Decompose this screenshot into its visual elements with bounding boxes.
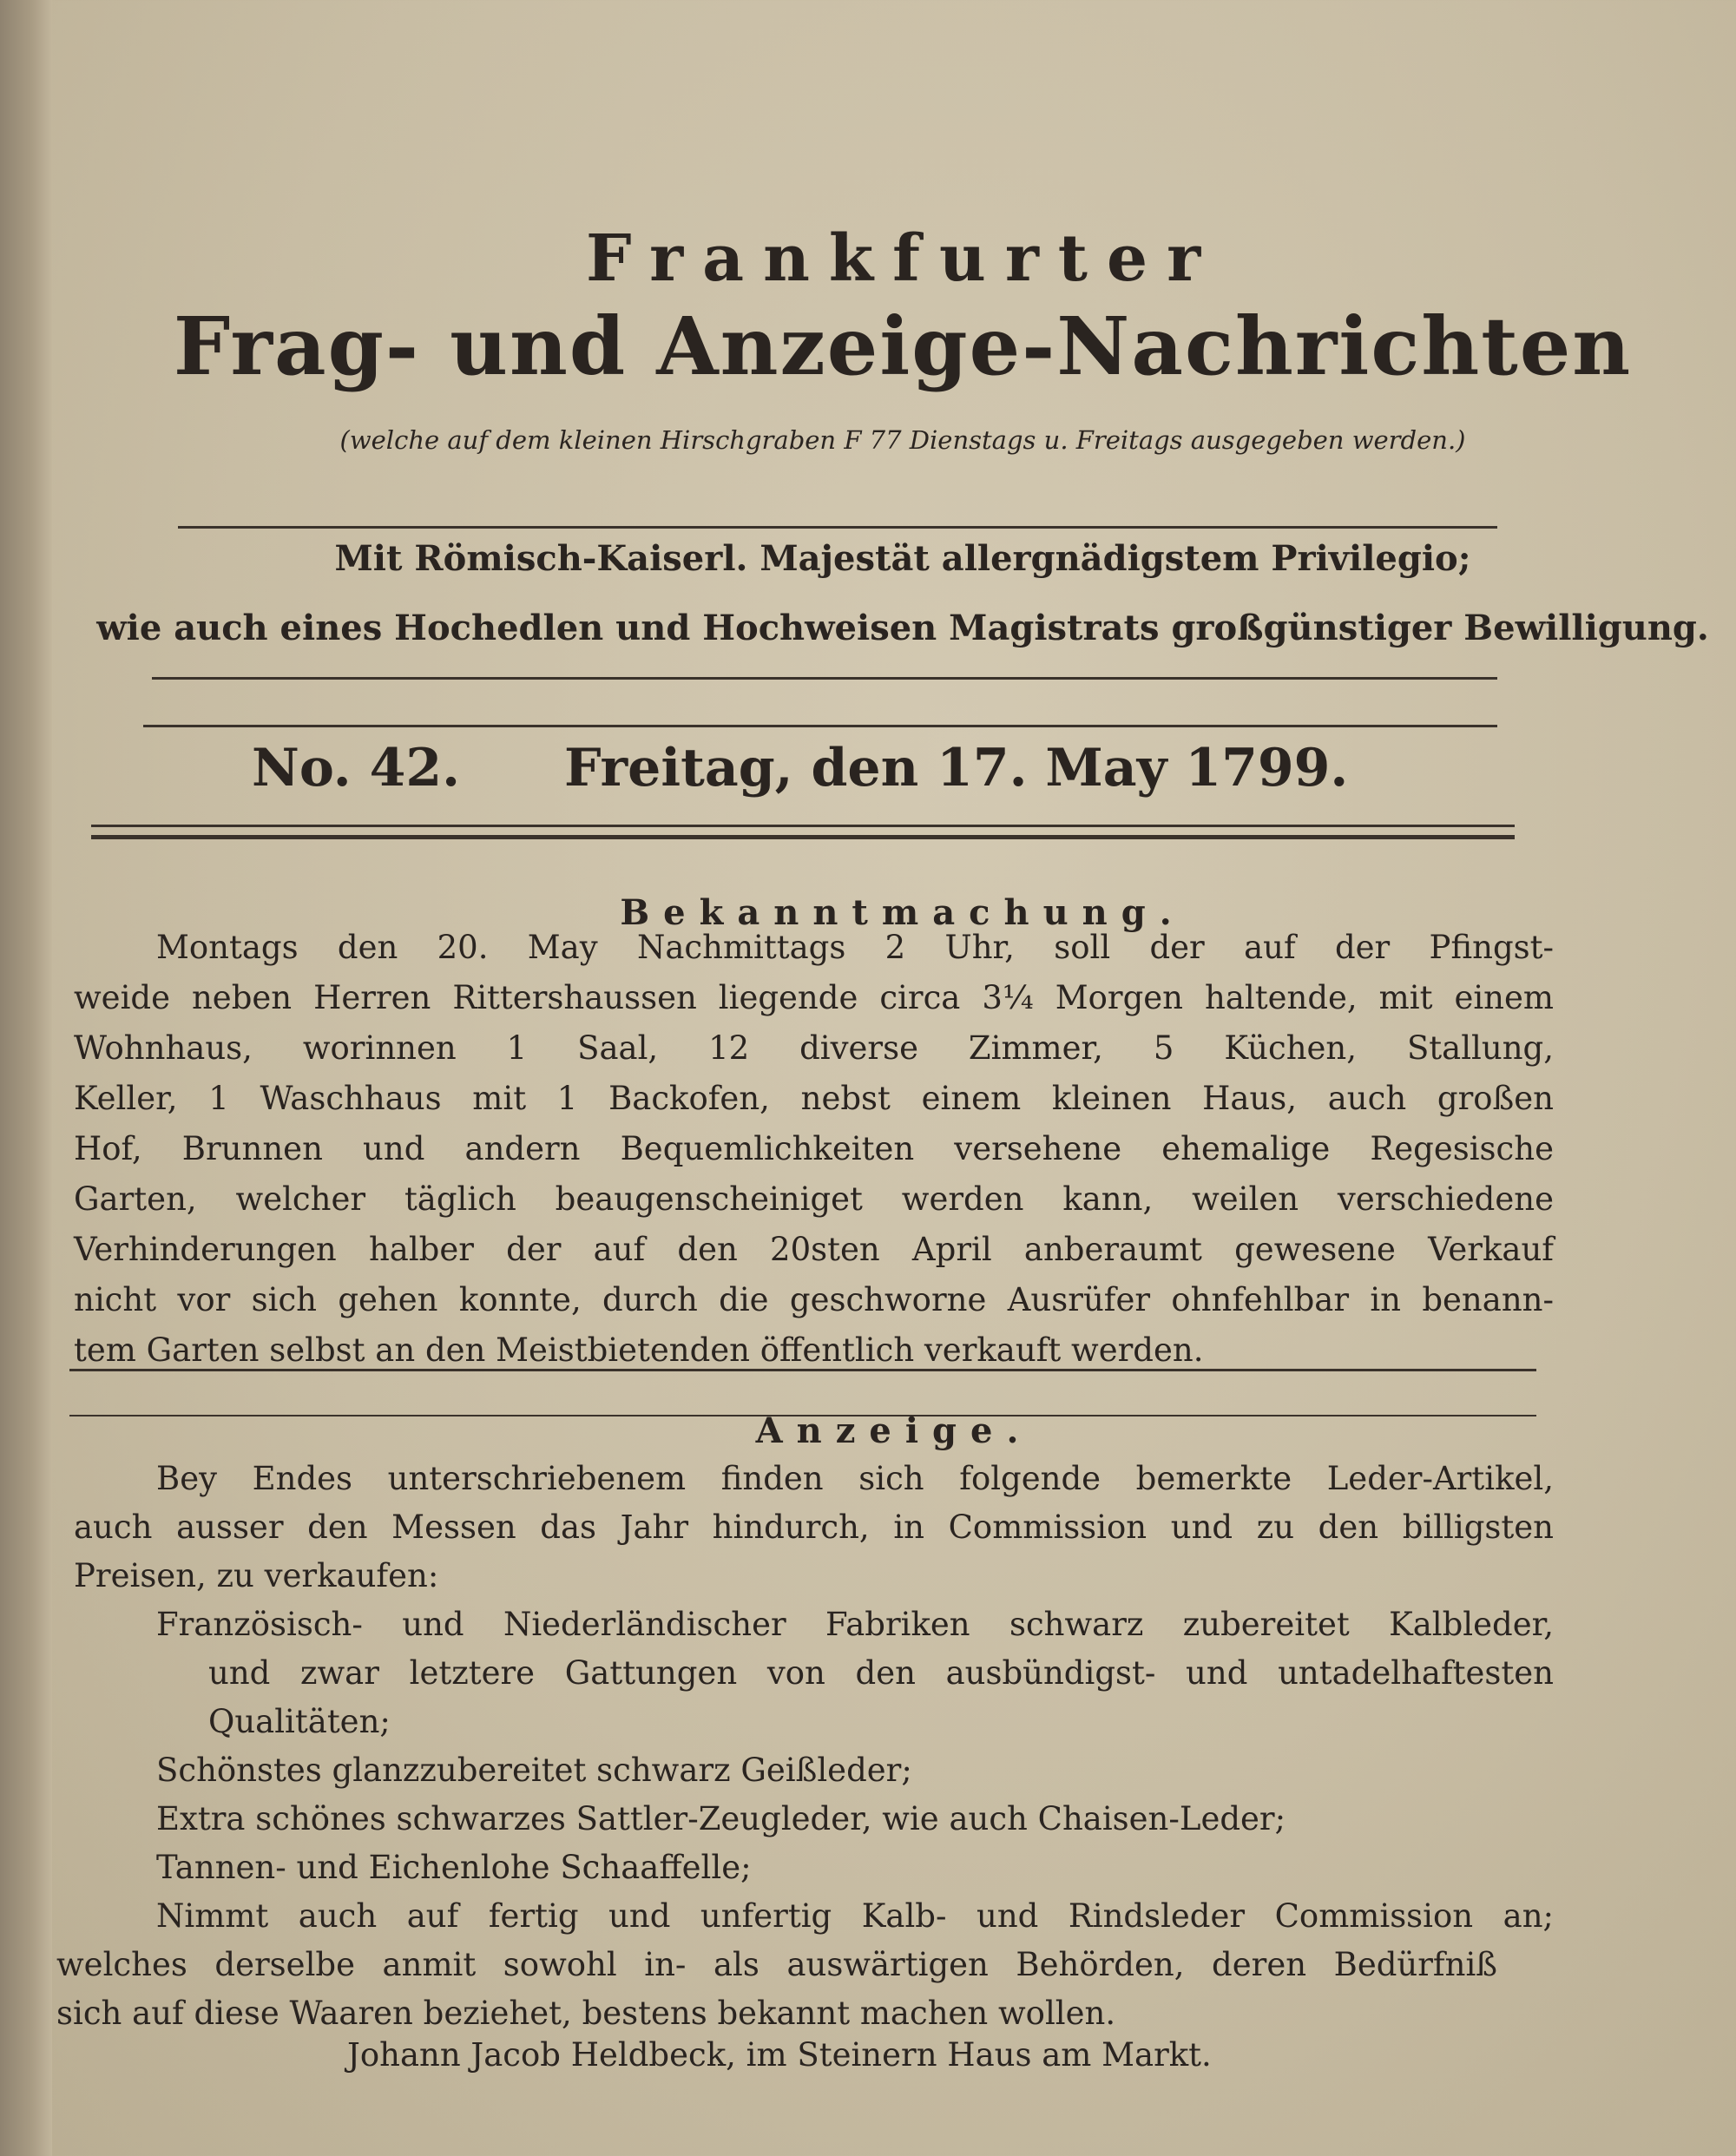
text-line: Hof, Brunnen und andern Bequemlichkeiten versehene ehemalige Regesische: [74, 1130, 1554, 1167]
text-line: Garten, welcher täglich beaugenscheiniget werden kann, weilen verschiedene: [74, 1180, 1554, 1218]
text-line: tem Garten selbst an den Meistbietenden öffentlich verkauft werden.: [74, 1331, 1204, 1369]
text-line: Preisen, zu verkaufen:: [74, 1557, 439, 1594]
masthead-title-line1: Frankfurter: [585, 221, 1220, 296]
text-line: weide neben Herren Rittershaussen liegende circa 3¼ Morgen haltende, mit einem: [74, 979, 1554, 1016]
privilege-line-2: wie auch eines Hochedlen und Hochweisen Magistrats großgünstiger Bewilligung.: [96, 608, 1709, 648]
privilege-line-1: Mit Römisch-Kaiserl. Majestät allergnädigstem Privilegio;: [334, 538, 1471, 579]
text-line: Französisch- und Niederländischer Fabriken schwarz zubereitet Kalbleder,: [156, 1606, 1554, 1643]
text-line: nicht vor sich gehen konnte, durch die geschworne Ausrüfer ohnfehlbar in benann-: [74, 1281, 1554, 1318]
divider: [178, 526, 1497, 529]
text-line: Verhinderungen halber der auf den 20sten April anberaumt gewesene Verkauf: [74, 1231, 1554, 1268]
divider: [91, 835, 1515, 839]
text-line: welches derselbe anmit sowohl in- als auswärtigen Behörden, deren Bedürfniß: [56, 1946, 1497, 1983]
divider: [69, 1369, 1536, 1371]
text-line: Montags den 20. May Nachmittags 2 Uhr, soll der auf der Pfingst-: [156, 929, 1554, 966]
text-line: sich auf diese Waaren beziehet, bestens bekannt machen wollen.: [56, 1995, 1116, 2032]
text-line: Qualitäten;: [208, 1703, 391, 1740]
text-line: Wohnhaus, worinnen 1 Saal, 12 diverse Zimmer, 5 Küchen, Stallung,: [74, 1029, 1554, 1067]
bekanntmachung-heading: Bekanntmachung.: [620, 892, 1186, 933]
text-line: und zwar letztere Gattungen von den ausbündigst- und untadelhaftesten: [208, 1654, 1554, 1692]
divider: [91, 825, 1515, 827]
text-line: Nimmt auch auf fertig und unfertig Kalb- und Rindsleder Commission an;: [156, 1897, 1554, 1935]
text-line: Bey Endes unterschriebenem finden sich folgende bemerkte Leder-Artikel,: [156, 1460, 1554, 1497]
anzeige-heading: Anzeige.: [755, 1410, 1033, 1451]
masthead-title-line2: Frag- und Anzeige-Nachrichten: [173, 299, 1633, 393]
issue-date: Freitag, den 17. May 1799.: [564, 738, 1349, 799]
issue-number: No. 42.: [252, 738, 460, 799]
masthead-subtitle: (welche auf dem kleinen Hirschgraben F 77 Dienstags u. Freitags ausgegeben werden.): [339, 425, 1466, 455]
text-line: Tannen- und Eichenlohe Schaaffelle;: [156, 1849, 752, 1886]
text-line: Keller, 1 Waschhaus mit 1 Backofen, nebst einem kleinen Haus, auch großen: [74, 1080, 1554, 1117]
text-line: auch ausser den Messen das Jahr hindurch, in Commission und zu den billigsten: [74, 1509, 1554, 1546]
signature: Johann Jacob Heldbeck, im Steinern Haus am Markt.: [347, 2036, 1212, 2074]
divider: [143, 725, 1497, 727]
text-line: Schönstes glanzzubereitet schwarz Geißleder;: [156, 1752, 912, 1789]
text-line: Extra schönes schwarzes Sattler-Zeugleder, wie auch Chaisen-Leder;: [156, 1800, 1286, 1837]
divider: [152, 677, 1497, 680]
